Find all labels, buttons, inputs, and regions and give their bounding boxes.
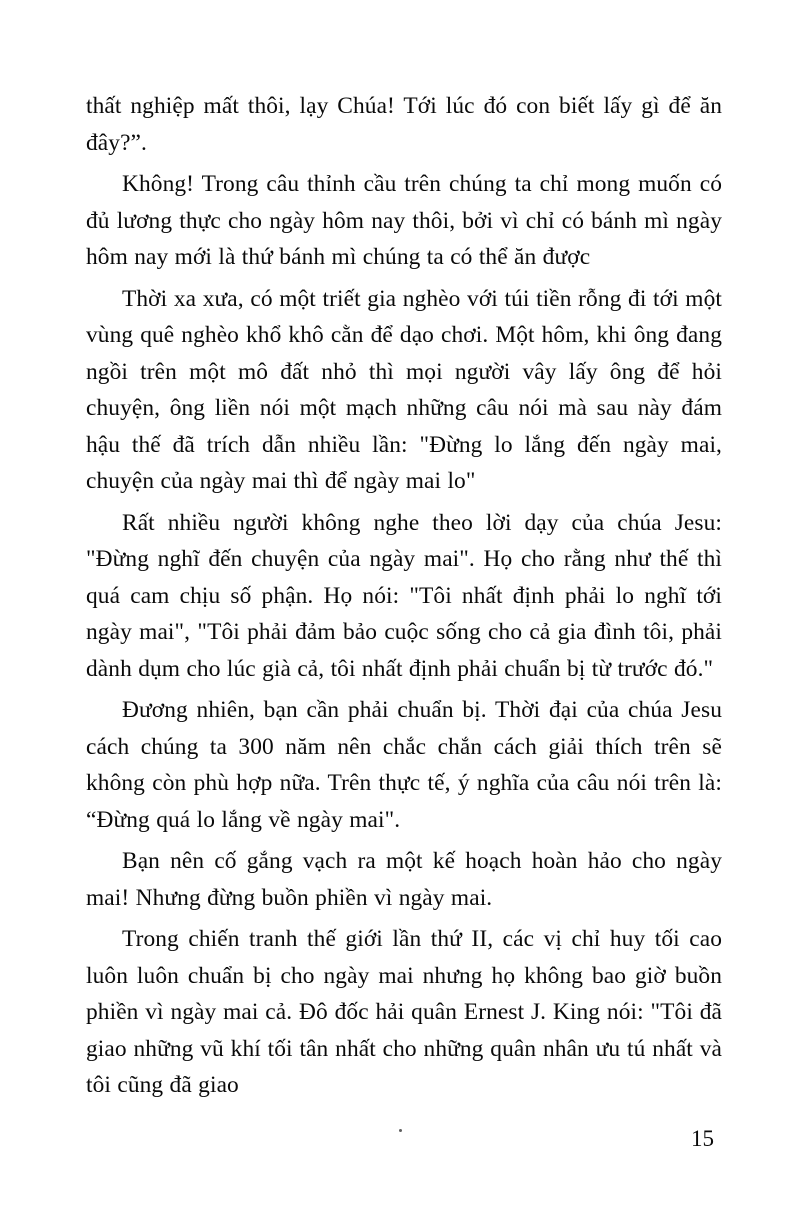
paragraph: Rất nhiều người không nghe theo lời dạy của chúa Jesu: "Đừng nghĩ đến chuyện của ngày mai". Họ cho rằng như thế thì quá cam chịu số phận. Họ nói: "Tôi nhất định phải lo nghĩ tới ngày mai", "Tôi phải đảm bảo cuộc sống cho cả gia đình tôi, phải dành dụm cho lúc già cả, tôi nhất định phải chuẩn bị từ trước đó." <box>86 509 722 682</box>
paragraph: Không! Trong câu thỉnh cầu trên chúng ta chỉ mong muốn có đủ lương thực cho ngày hôm nay thôi, bởi vì chỉ có bánh mì ngày hôm nay mới là thứ bánh mì chúng ta có thể ăn được <box>86 171 722 270</box>
paragraph: Trong chiến tranh thế giới lần thứ II, các vị chỉ huy tối cao luôn luôn chuẩn bị cho ngày mai nhưng họ không bao giờ buồn phiền vì ngày mai cả. Đô đốc hải quân Ernest J. King nói: "Tôi đã giao những vũ khí tối tân nhất cho những quân nhân ưu tú nhất và tôi cũng đã giao <box>86 926 722 1098</box>
page-number: 15 <box>691 1126 714 1151</box>
paragraph: Thời xa xưa, có một triết gia nghèo với túi tiền rỗng đi tới một vùng quê nghèo khổ khô cằn để dạo chơi. Một hôm, khi ông đang ngồi trên một mô đất nhỏ thì mọi người vây lấy ông để hỏi chuyện, ông liền nói một mạch những câu nói mà sau này đám hậu thế đã trích dẫn nhiều lần: "Đừng lo lắng đến ngày mai, chuyện của ngày mai thì để ngày mai lo" <box>86 285 722 494</box>
center-registration-mark <box>399 1129 402 1132</box>
paragraph: Đương nhiên, bạn cần phải chuẩn bị. Thời đại của chúa Jesu cách chúng ta 300 năm nên chắc chắn cách giải thích trên sẽ không còn phù hợp nữa. Trên thực tế, ý nghĩa của câu nói trên là: “Đừng quá lo lắng về ngày mai". <box>86 697 722 833</box>
paragraph: Bạn nên cố gắng vạch ra một kế hoạch hoàn hảo cho ngày mai! Nhưng đừng buồn phiền vì ngày mai. <box>86 848 722 911</box>
page-text-body <box>86 88 722 1109</box>
paragraph: thất nghiệp mất thôi, lạy Chúa! Tới lúc đó con biết lấy gì để ăn đây?”. <box>86 93 722 156</box>
